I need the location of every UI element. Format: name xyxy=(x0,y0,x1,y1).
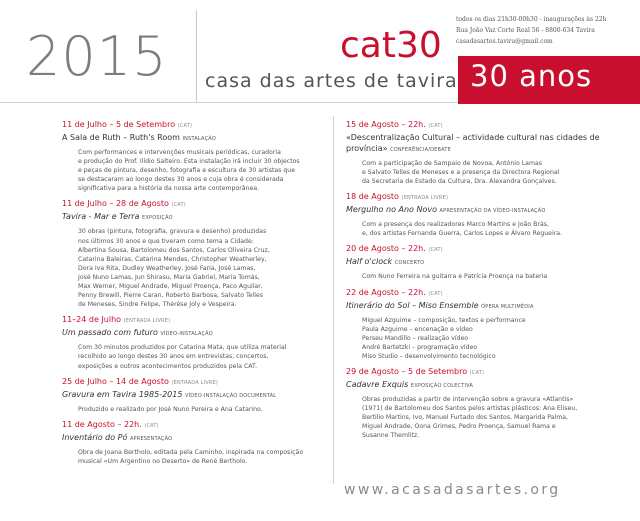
column-divider xyxy=(333,116,334,484)
description-line: Penny Brewill, Pierre Caran, Roberto Barbosa, Salvato Telles xyxy=(78,292,264,300)
description-line: significativa para a história da nossa arte contemporânea. xyxy=(78,185,260,193)
event-item xyxy=(62,314,320,370)
description-line: exposições e outros acontecimentos produzidos pela CAT. xyxy=(78,362,258,370)
event-description xyxy=(78,148,320,193)
event-item xyxy=(62,198,320,309)
event-venue-tag: (CAT) xyxy=(428,123,443,129)
event-title-line xyxy=(346,379,616,392)
event-item xyxy=(346,243,616,281)
description-line: Albertina Sousa, Bartolomeu dos Santos, Carlos Oliveira Cruz, xyxy=(78,246,270,254)
email: casadasartes.tavira@gmail.com xyxy=(456,38,553,45)
event-venue-tag: (ENTRADA LIVRE) xyxy=(123,318,171,325)
event-type: INSTALAÇÃO xyxy=(182,136,216,142)
event-date-line xyxy=(62,119,320,132)
events-column-left xyxy=(62,119,320,471)
event-title: «Descentralização Cultural – actividade cultural nas cidades de província» xyxy=(346,133,600,153)
event-type: EXPOSIÇÃO xyxy=(142,215,173,222)
description-line: José Nuno Lamas, Jun Shirasu, Maria Gabriel, Maria Tomás, xyxy=(78,273,260,281)
event-title-line xyxy=(346,256,616,269)
event-type: ÓPERA MULTIMÉDIA xyxy=(481,303,534,310)
event-item xyxy=(62,376,320,414)
events-column-right xyxy=(346,119,616,446)
event-title: Um passado com futuro xyxy=(62,328,158,338)
description-line: Catarina Baleiras, Catarina Mendes, Christopher Weatherley, xyxy=(78,255,267,263)
event-type: EXPOSIÇÃO COLECTIVA xyxy=(410,383,474,390)
event-date-line xyxy=(346,119,616,132)
description-line: Paula Azguime – encenação e vídeo xyxy=(362,325,473,333)
event-date: 11 de Julho – 5 de Setembro xyxy=(62,120,176,129)
anniversary-label: 30 anos xyxy=(470,59,593,93)
event-title: Inventário do Pó xyxy=(62,432,128,442)
event-description xyxy=(78,343,320,370)
description-line: Produzido e realizado por José Nuno Pereira e Ana Catarino. xyxy=(78,405,263,413)
event-date-line xyxy=(346,191,616,204)
event-date: 15 de Agosto – 22h. xyxy=(346,120,426,129)
event-venue-tag: (CAT) xyxy=(144,422,159,429)
event-date-line xyxy=(346,243,616,256)
event-description xyxy=(78,227,320,309)
description-line: e, dos artistas Fernanda Guerra, Carlos Lopes e Álvaro Regueira. xyxy=(362,230,563,238)
event-date: 29 de Agosto – 5 de Setembro xyxy=(346,367,468,377)
event-title: Cadavre Exquis xyxy=(346,380,409,390)
event-date-line xyxy=(62,419,320,432)
event-type: VÍDEO-INSTALAÇÃO DOCUMENTAL xyxy=(184,392,277,399)
description-line: recolhido ao longo destes 30 anos em entrevistas, concertos, xyxy=(78,353,269,361)
event-date-line xyxy=(62,198,320,211)
description-line: Miso Studio – desenvolvimento tecnológico xyxy=(362,352,496,360)
event-title-line xyxy=(346,204,616,217)
description-line: Com performances e intervenções musicais periódicas, curadoria xyxy=(78,149,281,156)
event-venue-tag: (CAT) xyxy=(428,247,443,254)
event-venue-tag: (CAT) xyxy=(171,202,186,209)
event-title-line xyxy=(62,211,320,224)
event-title: Tavira - Mar e Terra xyxy=(62,212,140,222)
description-line: Max Werner, Miguel Andrade, Miguel Proença, Paco Aguilar, xyxy=(78,283,263,291)
website-link[interactable]: www.acasadasartes.org xyxy=(344,482,561,498)
event-description xyxy=(362,159,616,186)
description-line: Obra de Joana Bertholo, editada pela Caminho, inspirada na composição xyxy=(78,448,304,456)
event-venue-tag: (CAT) xyxy=(469,370,485,377)
event-venue-tag: (CAT) xyxy=(177,123,193,129)
description-line: e Salvato Telles de Meneses e a presença da Directora Regional xyxy=(362,169,560,177)
description-line: Bertilio Martins, Ivo, Manuel Furtado dos Santos, Margarida Palma, xyxy=(362,414,568,422)
event-date: 22 de Agosto – 22h. xyxy=(346,287,426,297)
event-date: 11–24 de Julho xyxy=(62,315,122,325)
event-date: 11 de Agosto – 22h. xyxy=(62,419,142,429)
description-line: Perseu Mandillo – realização vídeo xyxy=(362,334,469,342)
event-description xyxy=(362,272,616,281)
description-line: Obras produzidas a partir de intervenção sobre a gravura «Atlantis» xyxy=(362,396,574,404)
description-line: da Secretaria de Estado da Cultura, Dra. Alexandra Gonçalves. xyxy=(362,178,557,186)
event-date-line xyxy=(346,366,616,379)
description-line: musical «Um Argentino no Deserto» de René Bertholo. xyxy=(78,457,248,465)
header-divider xyxy=(196,10,197,102)
event-venue-tag: (ENTRADA LIVRE) xyxy=(401,195,449,202)
event-title: Itinerário do Sol – Miso Ensemble xyxy=(346,300,479,310)
event-title-line xyxy=(346,132,616,156)
venue-info xyxy=(456,14,606,47)
event-type: CONCERTO xyxy=(394,260,425,267)
event-type: VÍDEO-INSTALAÇÃO xyxy=(160,331,213,338)
description-line: Com a participação de Sampaio de Novoa, António Lamas xyxy=(362,160,543,167)
event-venue-tag: (CAT) xyxy=(428,290,443,297)
description-line: 30 obras (pintura, fotografia, gravura e desenho) produzidas xyxy=(78,228,267,236)
brand-logo: cat30 xyxy=(340,25,442,66)
event-date-line xyxy=(62,314,320,327)
description-line: e produção do Prof. Ilídio Salteiro. Esta instalação irá incluir 30 objectos xyxy=(78,158,300,166)
event-description xyxy=(362,395,616,440)
event-title: Gravura em Tavira 1985-2015 xyxy=(62,389,183,399)
event-date: 18 de Agosto xyxy=(346,192,399,202)
event-date: 11 de Julho – 28 de Agosto xyxy=(62,199,169,209)
description-line: André Bartetzki – programação vídeo xyxy=(362,343,478,351)
description-line: e peças de pintura, desenho, fotografia e escultura de 30 artistas que xyxy=(78,167,296,175)
event-title: Mergulho no Ano Novo xyxy=(346,205,437,215)
event-item xyxy=(346,119,616,186)
event-title: A Sala de Ruth – Ruth's Room xyxy=(62,133,180,142)
description-line: Com 30 minutos produzidos por Catarina Mata, que utiliza material xyxy=(78,344,287,352)
description-line: Com a presença dos realizadores Marco Martins e João Brás, xyxy=(362,221,549,229)
event-item xyxy=(62,419,320,466)
description-line: se destacaram ao longo destes 30 anos e cuja obra é considerada xyxy=(78,176,284,184)
description-line: Miguel Andrade, Oona Grimes, Pedro Proença, Samuel Rama e xyxy=(362,423,556,431)
year-heading: 2015 xyxy=(26,25,168,88)
event-item xyxy=(346,191,616,238)
event-description xyxy=(78,448,320,466)
org-name: casa das artes de tavira xyxy=(205,70,458,92)
event-title-line xyxy=(62,327,320,340)
event-date: 25 de Julho – 14 de Agosto xyxy=(62,376,169,386)
description-line: Susanne Themlitz. xyxy=(362,432,420,440)
description-line: nos últimos 30 anos e que tiveram como tema a Cidade: xyxy=(78,237,254,245)
event-description xyxy=(78,405,320,414)
description-line: Miguel Azguime – composição, textos e performance xyxy=(362,316,526,324)
description-line: (1971) de Bartolomeu dos Santos pelos artistas plásticos: Ana Eliseu, xyxy=(362,405,578,413)
description-line: de Meneses, Sindre Felipe, Thérèse Joly e Vespeira. xyxy=(78,301,237,309)
event-item xyxy=(346,366,616,440)
event-description xyxy=(362,220,616,238)
event-title: Half o'clock xyxy=(346,257,393,267)
description-line: Dora Iva Rita, Dudley Weatherley, José Faria, José Lamas, xyxy=(78,264,256,272)
event-title-line xyxy=(62,432,320,445)
event-date: 20 de Agosto – 22h. xyxy=(346,244,426,254)
event-venue-tag: (ENTRADA LIVRE) xyxy=(171,379,219,386)
event-type: CONFERÊNCIA/DEBATE xyxy=(390,147,452,153)
header-rule xyxy=(0,102,458,103)
event-description xyxy=(362,316,616,361)
event-title-line xyxy=(62,132,320,145)
opening-hours: todos os dias 21h30-00h30 - inaugurações às 22h xyxy=(456,16,607,23)
event-type: APRESENTAÇÃO DA VÍDEO-INSTALAÇÃO xyxy=(439,208,546,215)
event-title-line xyxy=(62,389,320,402)
event-type: APRESENTAÇÃO xyxy=(129,435,173,442)
event-item xyxy=(346,287,616,361)
event-title-line xyxy=(346,300,616,313)
event-date-line xyxy=(62,376,320,389)
address: Rua João Vaz Corte Real 56 - 8800-634 Tavira xyxy=(456,27,595,34)
event-date-line xyxy=(346,287,616,300)
description-line: Com Nuno Ferreira na guitarra e Patrícia Proença na bateria xyxy=(362,273,548,281)
event-item xyxy=(62,119,320,193)
